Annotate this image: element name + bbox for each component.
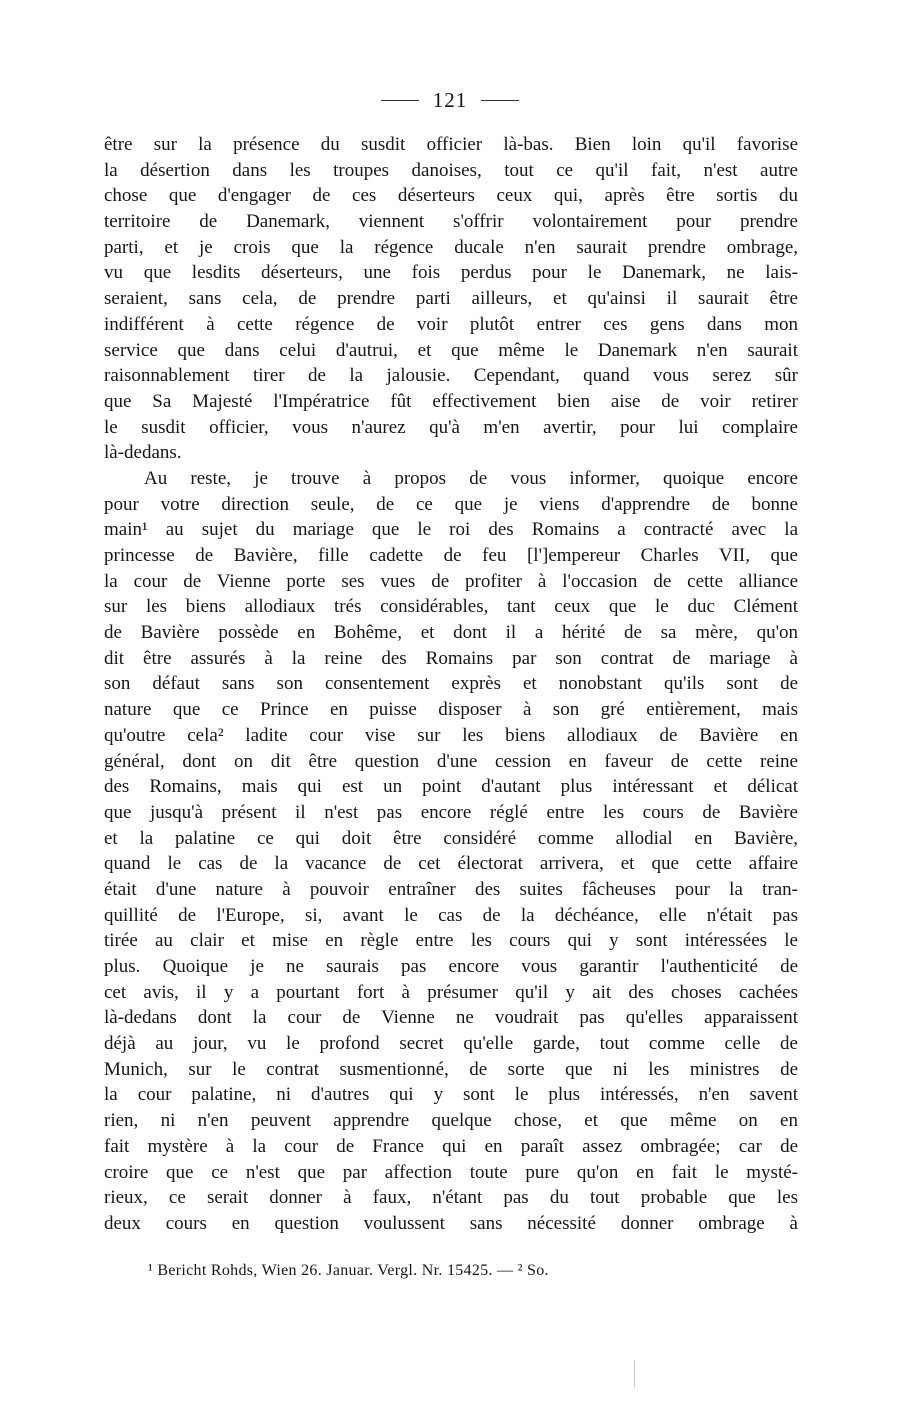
text-line: nature que ce Prince en puisse disposer à son gré entièrement, mais [104,699,798,721]
text-line: main¹ au sujet du mariage que le roi des Romains a contracté avec la [104,519,798,541]
text-line: rieux, ce serait donner à faux, n'étant pas du tout probable que les [104,1187,798,1209]
text-line: quand le cas de la vacance de cet électorat arrivera, et que cette affaire [104,853,798,875]
text-line: son défaut sans son consentement exprès et nonobstant qu'ils sont de [104,673,798,695]
text-line: parti, et je crois que la régence ducale n'en saurait prendre ombrage, [104,236,798,258]
text-line: territoire de Danemark, viennent s'offrir volontairement pour prendre [104,211,798,233]
text-line: seraient, sans cela, de prendre parti ailleurs, et qu'ainsi il saurait être [104,288,798,310]
text-line: et la palatine ce qui doit être considéré comme allodial en Bavière, [104,827,798,849]
text-line: chose que d'engager de ces déserteurs ceux qui, après être sortis du [104,185,798,207]
scan-mark [634,1360,635,1388]
text-line: vu que lesdits déserteurs, une fois perdus pour le Danemark, ne lais- [104,262,798,284]
text-line: là-dedans dont la cour de Vienne ne voudrait pas qu'elles apparaissent [104,1007,798,1029]
text-line: tirée au clair et mise en règle entre les cours qui y sont intéressées le [104,930,798,952]
text-line: rien, ni n'en peuvent apprendre quelque chose, et que même on en [104,1110,798,1132]
text-line: la désertion dans les troupes danoises, tout ce qu'il fait, n'est autre [104,159,798,181]
text-line: raisonnablement tirer de la jalousie. Cependant, quand vous serez sûr [104,365,798,387]
text-line: la cour de Vienne porte ses vues de profiter à l'occasion de cette alliance [104,570,798,592]
text-line: cet avis, il y a pourtant fort à présumer qu'il y ait des choses cachées [104,981,798,1003]
footnote: ¹ Bericht Rohds, Wien 26. Januar. Vergl. Nr. 15425. — ² So. [148,1262,549,1279]
text-line: dit être assurés à la reine des Romains par son contrat de mariage à [104,647,798,669]
text-line: Munich, sur le contrat susmentionné, de sorte que ni les ministres de [104,1058,798,1080]
paragraph-start-line: Au reste, je trouve à propos de vous informer, quoique encore [144,467,798,489]
text-line: était d'une nature à pouvoir entraîner des suites fâcheuses pour la tran- [104,878,798,900]
text-line: des Romains, mais qui est un point d'autant plus intéressant et délicat [104,776,798,798]
text-line: la cour palatine, ni d'autres qui y sont le plus intéressés, n'en savent [104,1084,798,1106]
text-line: le susdit officier, vous n'aurez qu'à m'en avertir, pour lui complaire [104,416,798,438]
text-line: service que dans celui d'autrui, et que même le Danemark n'en saurait [104,339,798,361]
text-line: général, dont on dit être question d'une cession en faveur de cette reine [104,750,798,772]
page-header [0,86,900,114]
text-line: de Bavière possède en Bohême, et dont il a hérité de sa mère, qu'on [104,622,798,644]
text-line: fait mystère à la cour de France qui en paraît assez ombragée; car de [104,1135,798,1157]
text-line: quillité de l'Europe, si, avant le cas de la déchéance, elle n'était pas [104,904,798,926]
header-rule-left [381,100,419,101]
text-line: être sur la présence du susdit officier là-bas. Bien loin qu'il favorise [104,134,798,155]
text-line: princesse de Bavière, fille cadette de feu [l']empereur Charles VII, que [104,545,798,566]
page-number: 121 [432,87,468,112]
text-line: déjà au jour, vu le profond secret qu'elle garde, tout comme celle de [104,1033,798,1055]
text-line: pour votre direction seule, de ce que je viens d'apprendre de bonne [104,493,798,515]
header-rule-right [481,100,519,101]
body-text [104,132,798,1237]
paragraph-end-line: là-dedans. [104,442,182,464]
text-line: sur les biens allodiaux trés considérables, tant ceux que le duc Clément [104,596,798,618]
text-line: plus. Quoique je ne saurais pas encore vous garantir l'authenticité de [104,956,798,977]
text-line: qu'outre cela² ladite cour vise sur les biens allodiaux de Bavière en [104,724,798,746]
text-line: croire que ce n'est que par affection toute pure qu'on en fait le mysté- [104,1161,798,1183]
text-line: que Sa Majesté l'Impératrice fût effectivement bien aise de voir retirer [104,390,798,412]
text-line: indifférent à cette régence de voir plutôt entrer ces gens dans mon [104,313,798,335]
text-line: deux cours en question voulussent sans nécessité donner ombrage à [104,1212,798,1234]
text-line: que jusqu'à présent il n'est pas encore réglé entre les cours de Bavière [104,801,798,823]
